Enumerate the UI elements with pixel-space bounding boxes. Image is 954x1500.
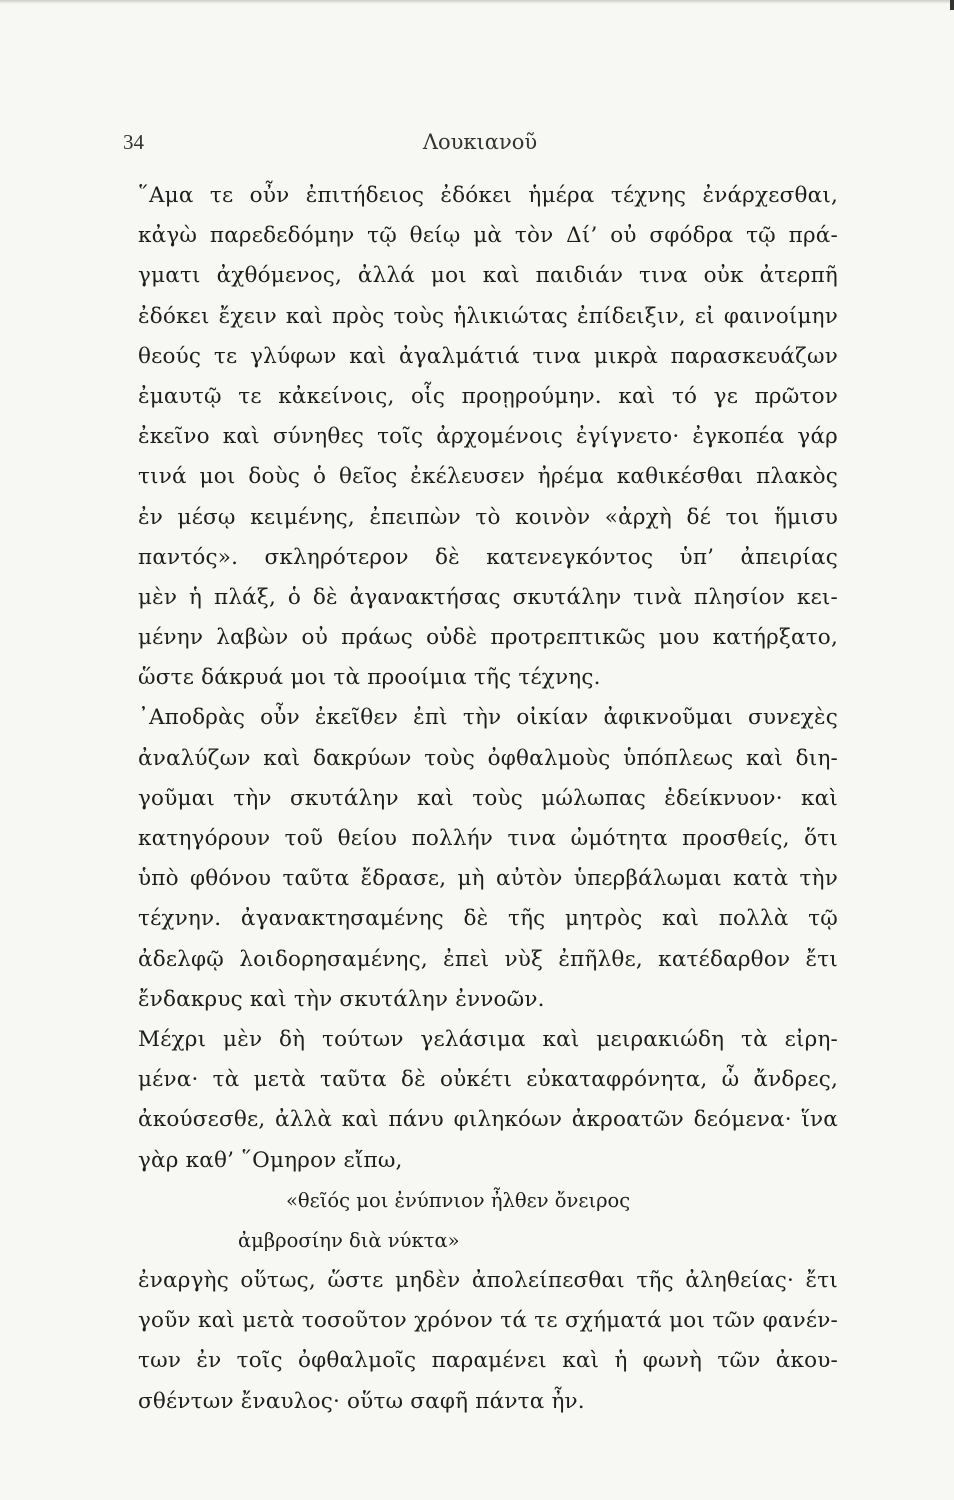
line-text: ῞Αμα τε οὖν ἐπιτήδειος ἐδόκει ἡμέρα τέχνης ἐνάρχεσθαι, <box>138 183 838 208</box>
text-line: ἀναλύζων καὶ δακρύων τοὺς ὀφθαλμοὺς ὑπόπλεως καὶ διη- <box>138 745 838 771</box>
text-line: μὲν ἡ πλάξ, ὁ δὲ ἀγανακτήσας σκυτάλην τινὰ πλησίον κει- <box>138 584 838 610</box>
text-line: κἀγὼ παρεδεδόμην τῷ θείῳ μὰ τὸν Δί’ οὐ σφόδρα τῷ πρά- <box>138 223 838 249</box>
text-line <box>138 1020 838 1060</box>
verse-quote-line: «θεῖός μοι ἐνύπνιον ἦλθεν ὄνειρος <box>286 1188 631 1212</box>
text-line: μένην λαβὼν οὐ πράως οὐδὲ προτρεπτικῶς μου κατήρξατο, <box>138 625 838 651</box>
text-line: ἀκούσεσθε, ἀλλὰ καὶ πάνυ φιληκόων ἀκροατῶν δεόμενα· ἵνα <box>138 1107 838 1133</box>
text-line: ἐν μέσῳ κειμένης, ἐπειπὼν τὸ κοινὸν «ἀρχὴ δέ τοι ἥμισυ <box>138 504 838 530</box>
text-line: ἐκεῖνο καὶ σύνηθες τοῖς ἀρχομένοις ἐγίγνετο· ἐγκοπέα γάρ <box>138 424 838 450</box>
text-line: ἔνδακρυς καὶ τὴν σκυτάλην ἐννοῶν. <box>138 986 545 1012</box>
text-line: γοῦν καὶ μετὰ τοσοῦτον χρόνον τά τε σχήματά μοι τῶν φανέν- <box>138 1308 838 1334</box>
text-line: γοῦμαι τὴν σκυτάλην καὶ τοὺς μώλωπας ἐδείκνυον· καὶ <box>138 785 838 811</box>
text-line: τέχνην. ἀγανακτησαμένης δὲ τῆς μητρὸς καὶ πολλὰ τῷ <box>138 906 838 932</box>
line-text: ᾿Αποδρὰς οὖν ἐκεῖθεν ἐπὶ τὴν οἰκίαν ἀφικνοῦμαι συνεχὲς <box>138 705 838 731</box>
line-text: Μέχρι μὲν δὴ τούτων γελάσιμα καὶ μειρακιώδη τὰ εἰρη- <box>138 1026 838 1052</box>
page-header <box>0 130 954 160</box>
text-line: ἐναργὴς οὕτως, ὥστε μηδὲν ἀπολείπεσθαι τῆς ἀληθείας· ἔτι <box>138 1268 838 1294</box>
text-line: μένα· τὰ μετὰ ταῦτα δὲ οὐκέτι εὐκαταφρόνητα, ὦ ἄνδρες, <box>138 1067 838 1093</box>
text-line: ὑπὸ φθόνου ταῦτα ἔδρασε, μὴ αὐτὸν ὑπερβάλωμαι κατὰ τὴν <box>138 866 838 892</box>
text-line <box>138 698 838 738</box>
text-line: παντός». σκληρότερον δὲ κατενεγκόντος ὑπ’ ἀπειρίας <box>138 544 838 570</box>
text-line: κατηγόρουν τοῦ θείου πολλήν τινα ὠμότητα προσθείς, ὅτι <box>138 826 838 851</box>
text-line: τινά μοι δοὺς ὁ θεῖος ἐκέλευσεν ἠρέμα καθικέσθαι πλακὸς <box>138 464 838 490</box>
text-line: ἐμαυτῷ τε κἀκείνοις, οἷς προῃρούμην. καὶ τό γε πρῶτον <box>138 383 838 409</box>
text-line: ἀδελφῷ λοιδορησαμένης, ἐπεὶ νὺξ ἐπῆλθε, κατέδαρθον ἔτι <box>138 946 838 972</box>
text-line: γὰρ καθ’ ῞Ομηρον εἴπω, <box>138 1147 403 1173</box>
text-line: θεούς τε γλύφων καὶ ἀγαλμάτιά τινα μικρὰ παρασκευάζων <box>138 343 838 369</box>
text-line: των ἐν τοῖς ὀφθαλμοῖς παραμένει καὶ ἡ φωνὴ τῶν ἀκου- <box>138 1348 838 1374</box>
verse-quote-line: ἀμβροσίην διὰ νύκτα» <box>238 1228 460 1252</box>
body-text <box>138 176 838 1422</box>
running-head: Λουκιανοῦ <box>422 130 538 154</box>
text-line <box>138 176 838 216</box>
text-line: ἐδόκει ἔχειν καὶ πρὸς τοὺς ἡλικιώτας ἐπίδειξιν, εἰ φαινοίμην <box>138 303 838 329</box>
text-line: ὥστε δάκρυά μοι τὰ προοίμια τῆς τέχνης. <box>138 665 601 691</box>
page-corner-mark <box>950 0 954 10</box>
text-line: γματι ἀχθόμενος, ἀλλά μοι καὶ παιδιάν τινα οὐκ ἀτερπῆ <box>138 263 838 289</box>
page-top-edge <box>0 0 954 4</box>
text-line: σθέντων ἔναυλος· οὕτω σαφῆ πάντα ἦν. <box>138 1388 585 1414</box>
page-number: 34 <box>123 130 144 154</box>
